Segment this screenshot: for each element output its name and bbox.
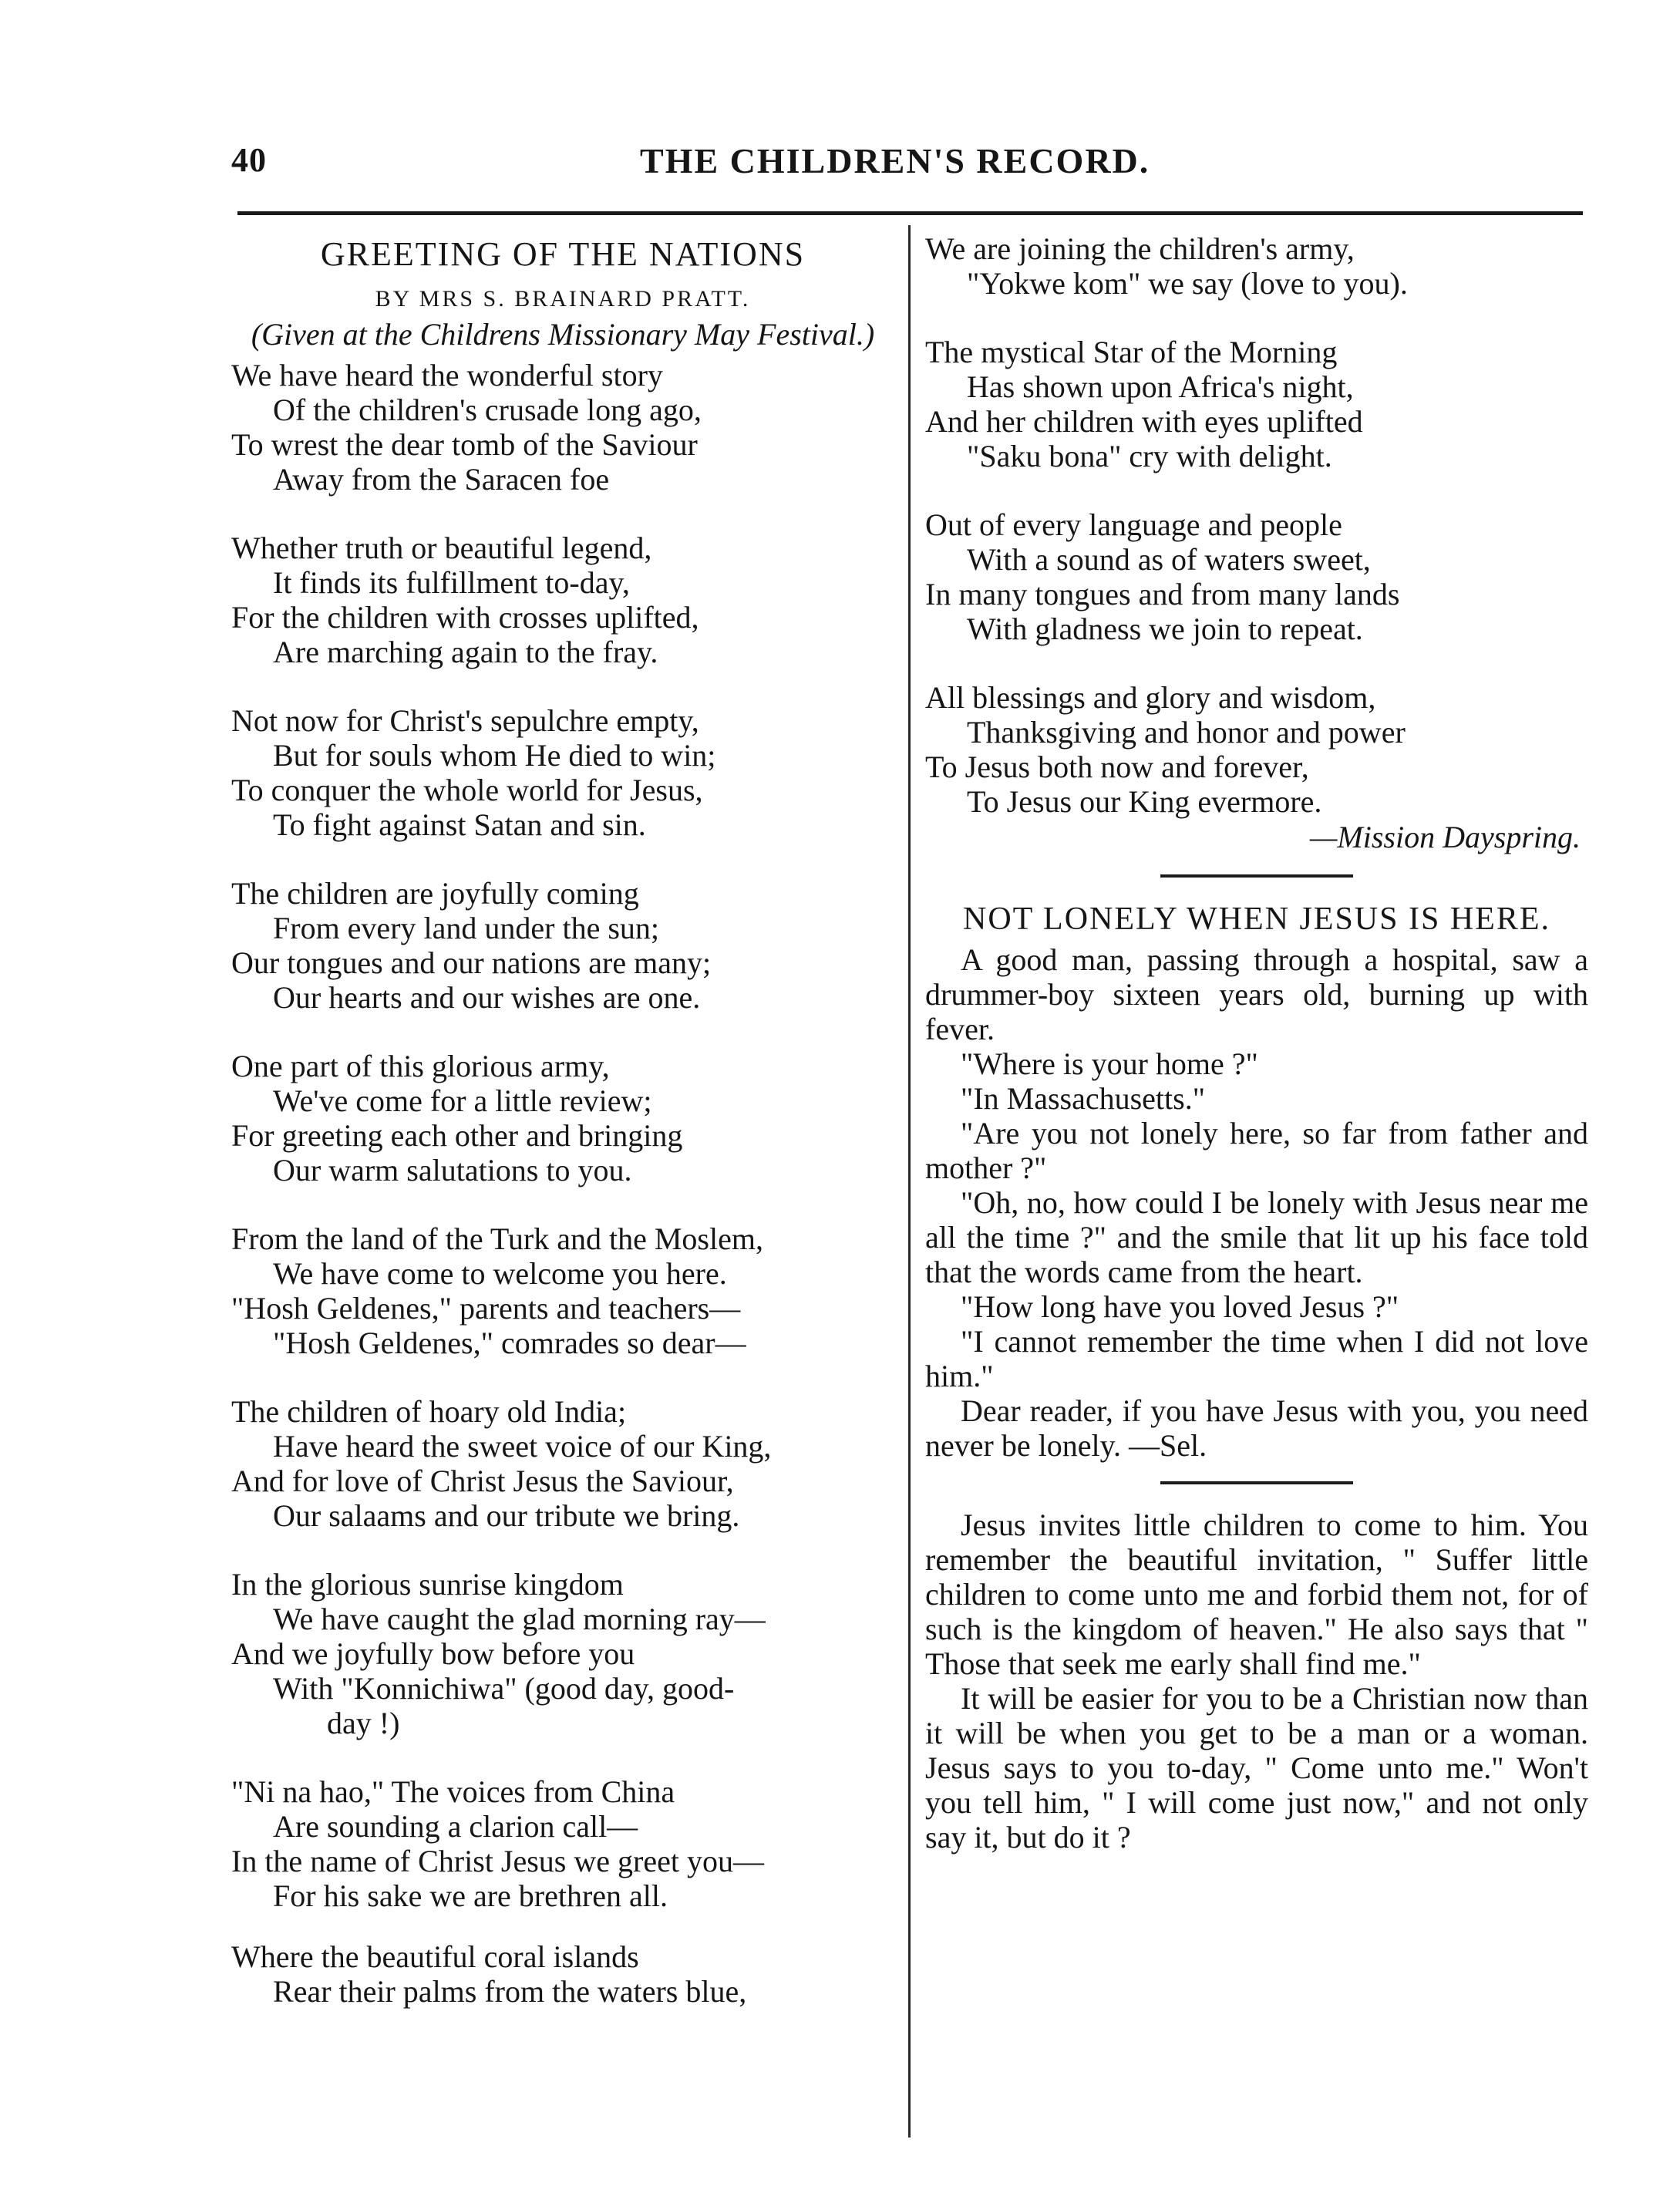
poem-line: Our warm salutations to you. <box>273 1153 632 1188</box>
poem-byline: BY MRS S. BRAINARD PRATT. <box>375 286 751 312</box>
poem-line: "Ni na hao," The voices from China <box>231 1774 675 1809</box>
poem-attribution: —Mission Dayspring. <box>1309 820 1581 854</box>
poem-line: But for souls whom He died to win; <box>273 738 716 773</box>
article-paragraph: Jesus invites little children to come to him. You remember the beautiful invitation, " Suffer little children to come unto me and forbid them not, for of such is the kingdom of heaven." He also says that " Those that seek me early shall find me." <box>925 1508 1588 1681</box>
poem-line: With a sound as of waters sweet, <box>967 542 1371 577</box>
poem-title: GREETING OF THE NATIONS <box>320 235 806 273</box>
page-number: 40 <box>231 141 267 179</box>
poem-line: The mystical Star of the Morning <box>925 335 1338 369</box>
poem-line: day !) <box>327 1706 400 1740</box>
poem-line: We have heard the wonderful story <box>231 358 663 392</box>
poem-line: We've come for a little review; <box>273 1083 652 1118</box>
article-paragraph: Dear reader, if you have Jesus with you, you need never be lonely. —Sel. <box>925 1393 1588 1463</box>
stanza <box>231 1774 894 1913</box>
poem-line: We have come to welcome you here. <box>273 1256 727 1291</box>
poem-line: "Yokwe kom" we say (love to you). <box>967 266 1408 301</box>
poem-line: To conquer the whole world for Jesus, <box>231 773 703 807</box>
poem-line: The children of hoary old India; <box>231 1394 627 1429</box>
poem-line: With "Konnichiwa" (good day, good- <box>273 1671 735 1706</box>
article-paragraph: "Oh, no, how could I be lonely with Jesus near me all the time ?" and the smile that lit up his face told that the words came from the heart. <box>925 1185 1588 1289</box>
poem-line: Has shown upon Africa's night, <box>967 369 1354 404</box>
left-column <box>231 231 894 2009</box>
poem-line: Rear their palms from the waters blue, <box>273 1974 747 2009</box>
poem-line: It finds its fulfillment to-day, <box>273 565 630 600</box>
poem-line: Where the beautiful coral islands <box>231 1939 639 1974</box>
poem-line: From every land under the sun; <box>273 911 659 945</box>
poem-line: Are marching again to the fray. <box>273 635 658 669</box>
running-title: THE CHILDREN'S RECORD. <box>640 141 1150 180</box>
section-rule <box>1160 1481 1353 1484</box>
page-header <box>231 140 1573 194</box>
poem-line: To Jesus both now and forever, <box>925 750 1309 784</box>
poem-line: One part of this glorious army, <box>231 1049 610 1083</box>
poem-line: We are joining the children's army, <box>925 231 1355 266</box>
poem-line: To fight against Satan and sin. <box>273 807 646 842</box>
header-rule <box>237 211 1583 215</box>
article-paragraph: A good man, passing through a hospital, saw a drummer-boy sixteen years old, burning up with fever. <box>925 942 1588 1046</box>
poem-line: In many tongues and from many lands <box>925 577 1400 611</box>
article-paragraph: "Are you not lonely here, so far from father and mother ?" <box>925 1116 1588 1185</box>
poem-line: All blessings and glory and wisdom, <box>925 680 1376 715</box>
poem-line: And her children with eyes uplifted <box>925 404 1363 439</box>
poem-line: Are sounding a clarion call— <box>273 1809 638 1844</box>
article-paragraph: "How long have you loved Jesus ?" <box>961 1289 1399 1324</box>
article-paragraph: It will be easier for you to be a Christian now than it will be when you get to be a man or a woman. Jesus says to you to-day, " Come unto me." Won't you tell him, " I will come just now," and not only say it, but do it ? <box>925 1681 1588 1855</box>
poem-subtitle: (Given at the Childrens Missionary May Festival.) <box>251 317 875 352</box>
poem-line: Our hearts and our wishes are one. <box>273 980 701 1015</box>
poem-line: Have heard the sweet voice of our King, <box>273 1429 772 1464</box>
right-column <box>925 231 1588 1855</box>
stanza <box>231 1049 894 1188</box>
poem-line: Whether truth or beautiful legend, <box>231 531 652 565</box>
stanza <box>231 703 894 842</box>
article-paragraph: "I cannot remember the time when I did not love him." <box>925 1324 1588 1393</box>
poem-line: And we joyfully bow before you <box>231 1636 635 1671</box>
stanza <box>231 1939 894 2009</box>
poem-line: "Hosh Geldenes," parents and teachers— <box>231 1291 741 1326</box>
article-title: NOT LONELY WHEN JESUS IS HERE. <box>962 901 1550 937</box>
section-rule <box>1160 874 1353 878</box>
poem-line: To wrest the dear tomb of the Saviour <box>231 427 698 462</box>
poem-line: Out of every language and people <box>925 507 1342 542</box>
poem-line: We have caught the glad morning ray— <box>273 1602 766 1636</box>
poem-line: With gladness we join to repeat. <box>967 611 1363 646</box>
poem-line: In the glorious sunrise kingdom <box>231 1567 624 1602</box>
stanza <box>925 507 1588 646</box>
stanza <box>231 1221 894 1360</box>
poem-line: For his sake we are brethren all. <box>273 1878 668 1913</box>
stanza <box>231 1567 894 1740</box>
poem-line: "Hosh Geldenes," comrades so dear— <box>273 1326 746 1360</box>
poem-line: Away from the Saracen foe <box>273 462 610 497</box>
stanza <box>925 231 1588 301</box>
poem-line: In the name of Christ Jesus we greet you— <box>231 1844 764 1878</box>
poem-line: Of the children's crusade long ago, <box>273 392 702 427</box>
poem-line: For the children with crosses uplifted, <box>231 600 699 635</box>
stanza <box>925 680 1588 819</box>
stanza <box>925 335 1588 473</box>
poem-line: And for love of Christ Jesus the Saviour, <box>231 1464 734 1498</box>
poem-line: From the land of the Turk and the Moslem, <box>231 1221 763 1256</box>
poem-line: The children are joyfully coming <box>231 876 639 911</box>
poem-line: To Jesus our King evermore. <box>967 784 1322 819</box>
poem-line: Not now for Christ's sepulchre empty, <box>231 703 699 738</box>
poem-line: Our salaams and our tribute we bring. <box>273 1498 740 1533</box>
stanza <box>231 358 894 497</box>
stanza <box>231 1394 894 1533</box>
article-paragraph: "In Massachusetts." <box>961 1081 1206 1116</box>
column-divider <box>908 225 911 2138</box>
poem-line: "Saku bona" cry with delight. <box>967 439 1332 473</box>
article-paragraph: "Where is your home ?" <box>961 1046 1258 1081</box>
poem-line: Thanksgiving and honor and power <box>967 715 1406 750</box>
poem-line: For greeting each other and bringing <box>231 1118 683 1153</box>
poem-line: Our tongues and our nations are many; <box>231 945 712 980</box>
stanza <box>231 531 894 669</box>
stanza <box>231 876 894 1015</box>
